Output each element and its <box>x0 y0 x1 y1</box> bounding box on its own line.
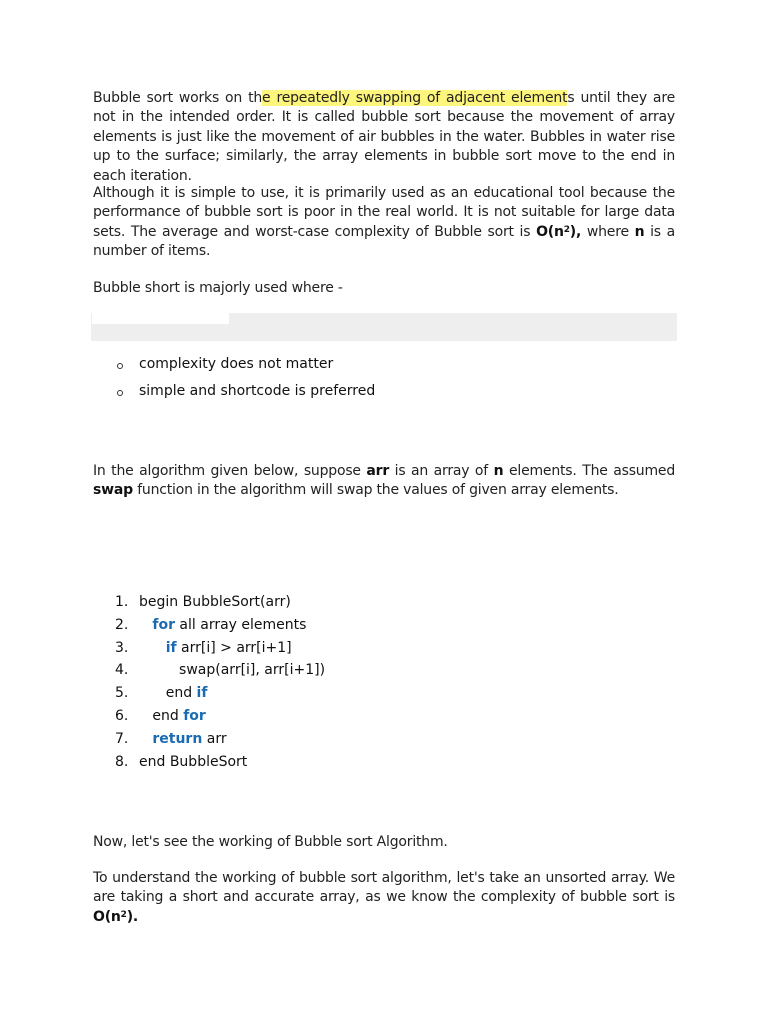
algorithm-code-listing <box>93 593 593 775</box>
code-line <box>93 730 593 753</box>
algo-text-2: is an array of <box>389 463 494 479</box>
algorithm-intro-paragraph <box>93 462 675 501</box>
complexity-exponent: 2 <box>563 224 570 235</box>
line-number: 5. <box>115 685 129 702</box>
code-text <box>139 753 247 772</box>
code-text <box>139 616 306 635</box>
working-complexity-end: ). <box>126 908 139 925</box>
hollow-bullet-icon <box>117 390 123 396</box>
line-number: 6. <box>115 707 129 724</box>
code-text <box>139 684 207 703</box>
code-pre <box>139 731 152 747</box>
line-number: 7. <box>115 730 129 747</box>
code-pre: swap(arr[i], arr[i+1]) <box>139 662 326 679</box>
usage-intro: Bubble short is majorly used where - <box>93 280 343 296</box>
code-keyword: return <box>152 730 203 747</box>
gray-divider-band <box>91 313 677 341</box>
code-line <box>93 616 593 639</box>
complexity-base: O(n <box>536 223 564 240</box>
intro-paragraph <box>93 89 675 186</box>
code-pre: begin BubbleSort(arr) <box>139 594 291 610</box>
line-number: 4. <box>115 662 129 679</box>
code-pre <box>139 640 166 656</box>
code-post: arr[i] > arr[i+1] <box>176 639 292 656</box>
bullet-item <box>93 355 673 382</box>
code-keyword: if <box>196 685 208 702</box>
hollow-bullet-icon <box>117 363 123 369</box>
complexity-text-2: where <box>581 223 635 240</box>
code-pre <box>139 617 152 633</box>
code-line <box>93 753 593 776</box>
code-text <box>139 593 291 612</box>
code-keyword: for <box>152 616 175 633</box>
code-pre: end BubbleSort <box>139 753 248 770</box>
complexity-text-3: is a number of items. <box>93 223 675 260</box>
intro-text-end: s until they are not in the intended order. It is called bubble sort because the movement of array elements is just like the movement of air bubbles in the water. Bubbles in water rise up to the surface; similarly, the array elements in bubble sort move to the end in each iteration. <box>93 90 675 184</box>
algo-text-3: elements. The assumed <box>503 463 676 479</box>
working-text: To understand the working of bubble sort algorithm, let's take an unsorted array. We are taking a short and accurate array, as we know the complexity of bubble sort is <box>93 870 675 906</box>
code-text <box>139 730 227 749</box>
code-line <box>93 684 593 707</box>
code-pre: end <box>139 707 184 724</box>
swap-function: swap <box>93 482 133 499</box>
complexity-text-1: Although it is simple to use, it is primarily used as an educational tool because the performance of bubble sort is poor in the real world. It is not suitable for large data sets. The average and worst-case complexity of Bubble sort is <box>93 185 675 240</box>
code-pre: end <box>139 685 197 702</box>
bullet-text: simple and shortcode is preferred <box>139 383 376 399</box>
code-post: arr <box>202 730 227 747</box>
complexity-end: ), <box>569 223 582 240</box>
working-complexity <box>93 909 138 925</box>
intro-text-start: Bubble sort works on th <box>93 90 263 106</box>
highlighted-text: e repeatedly swapping of adjacent element <box>262 90 568 106</box>
arr-variable: arr <box>366 463 390 479</box>
complexity-notation <box>536 224 581 240</box>
working-complexity-base: O(n <box>93 908 121 925</box>
line-number: 8. <box>115 753 129 770</box>
n-elements-variable: n <box>493 463 504 479</box>
code-text <box>139 707 206 726</box>
line-number: 1. <box>115 594 129 610</box>
code-line <box>93 661 593 684</box>
code-line <box>93 707 593 730</box>
gray-band-notch <box>92 313 229 324</box>
code-keyword: if <box>165 639 177 656</box>
code-line <box>93 593 593 616</box>
usage-bullet-list <box>93 355 673 409</box>
algo-text-4: function in the algorithm will swap the values of given array elements. <box>132 482 619 499</box>
working-explanation-paragraph <box>93 869 675 927</box>
bullet-item <box>93 382 673 409</box>
code-text <box>139 639 292 658</box>
bullet-text: complexity does not matter <box>139 356 334 372</box>
complexity-paragraph <box>93 184 675 262</box>
line-number: 2. <box>115 616 129 633</box>
code-post: all array elements <box>174 616 307 633</box>
code-line <box>93 639 593 662</box>
line-number: 3. <box>115 639 129 656</box>
algo-text-1: In the algorithm given below, suppose <box>93 463 367 479</box>
code-keyword: for <box>183 707 206 724</box>
working-complexity-exponent: 2 <box>120 909 127 920</box>
code-text <box>139 661 325 680</box>
n-variable: n <box>634 223 645 240</box>
working-heading-paragraph: Now, let's see the working of Bubble sort Algorithm. <box>93 834 448 850</box>
